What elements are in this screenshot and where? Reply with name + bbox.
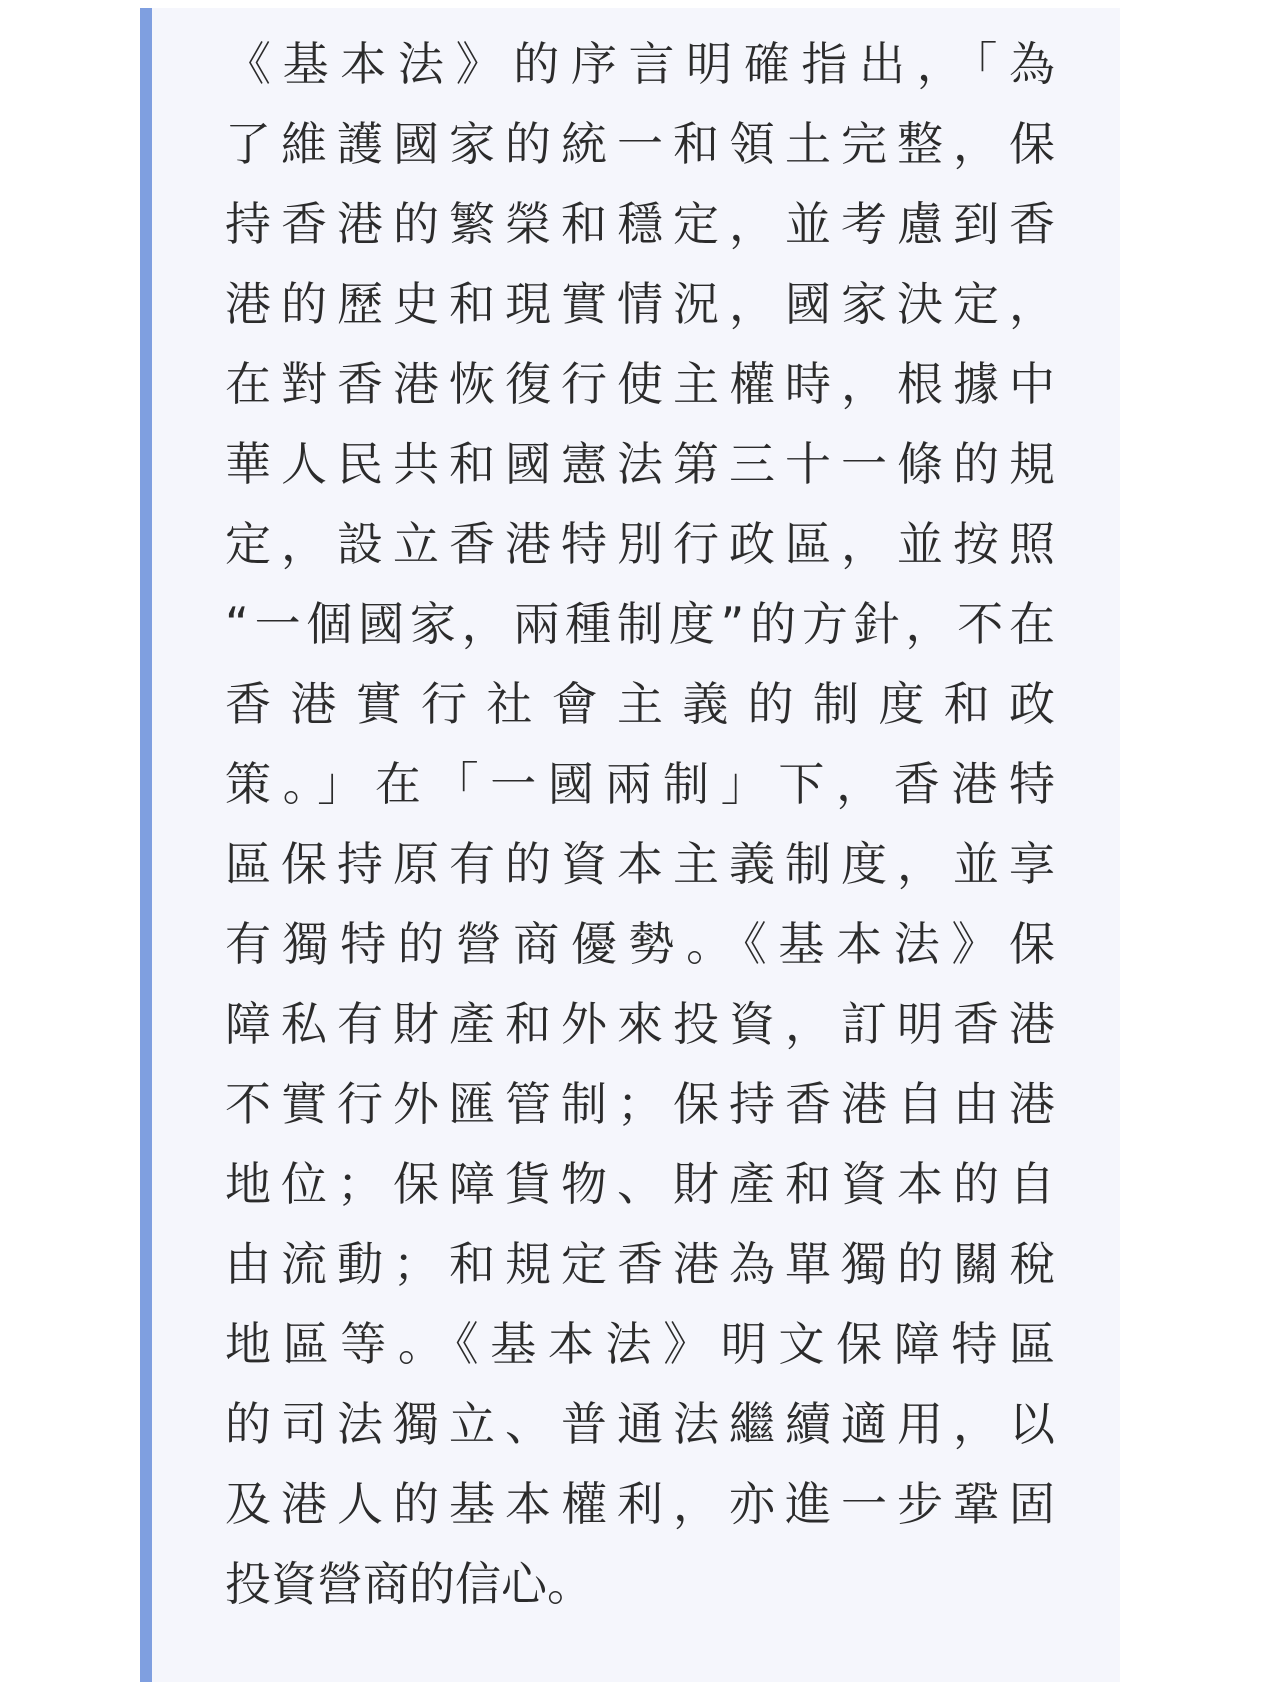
text-line: 策。」在「一國兩制」下，香港特: [225, 757, 1055, 811]
text-line: “一個國家，兩種制度”的方針，不在: [225, 597, 1055, 651]
text-line: 港的歷史和現實情況，國家決定，: [225, 277, 1055, 331]
text-line: 在對香港恢復行使主權時，根據中: [225, 357, 1055, 411]
text-line: 不實行外匯管制；保持香港自由港: [225, 1077, 1055, 1131]
text-line: 的司法獨立、普通法繼續適用，以: [225, 1397, 1055, 1451]
text-line: 有獨特的營商優勢。《基本法》保: [225, 917, 1055, 971]
text-line: 持香港的繁榮和穩定，並考慮到香: [225, 197, 1055, 251]
text-line: 由流動；和規定香港為單獨的關稅: [225, 1237, 1055, 1291]
text-line: 區保持原有的資本主義制度，並享: [225, 837, 1055, 891]
quote-text: [225, 24, 1055, 1624]
text-line: 地位；保障貨物、財產和資本的自: [225, 1157, 1055, 1211]
text-line: 《基本法》的序言明確指出，「為: [225, 37, 1055, 91]
text-line: 障私有財產和外來投資，訂明香港: [225, 997, 1055, 1051]
text-line: 地區等。《基本法》明文保障特區: [225, 1317, 1055, 1371]
text-line: 了維護國家的統一和領土完整，保: [225, 117, 1055, 171]
text-line: 香港實行社會主義的制度和政: [225, 677, 1055, 731]
quote-accent-bar: [140, 8, 152, 1682]
text-line: 定，設立香港特別行政區，並按照: [225, 517, 1055, 571]
text-line: 及港人的基本權利，亦進一步鞏固: [225, 1477, 1055, 1531]
text-line: 投資營商的信心。: [225, 1557, 593, 1611]
text-line: 華人民共和國憲法第三十一條的規: [225, 437, 1055, 491]
